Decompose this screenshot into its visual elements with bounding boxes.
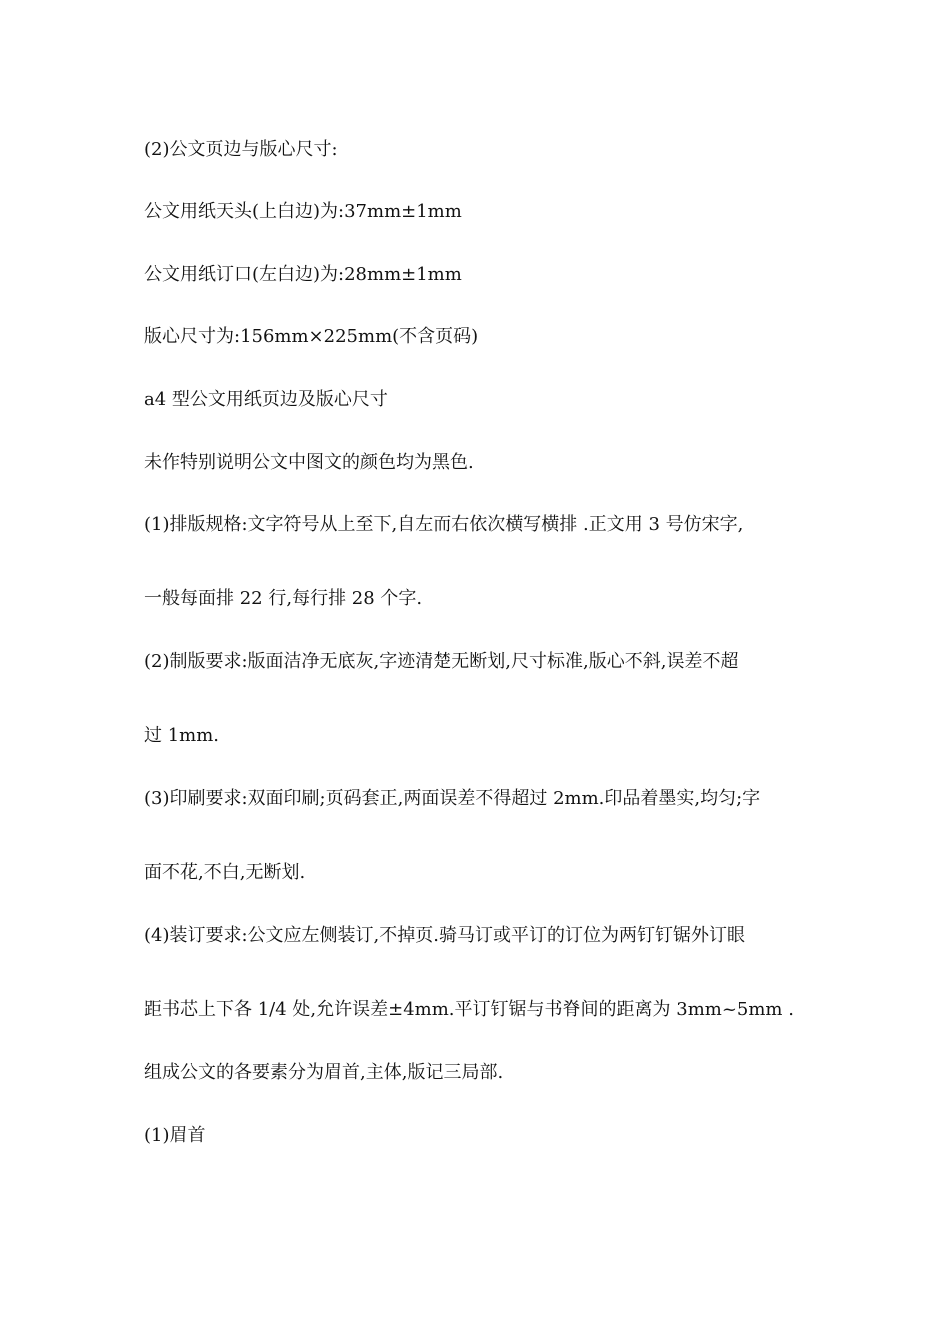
text-line-elements-summary: 组成公文的各要素分为眉首,主体,版记三局部. — [144, 1062, 504, 1083]
section-heading-margins: (2)公文页边与版心尺寸: — [144, 139, 338, 160]
section-heading-header: (1)眉首 — [144, 1125, 206, 1146]
text-line-printing-requirements: (3)印刷要求:双面印刷;页码套正,两面误差不得超过 2mm.印品着墨实,均匀;字 — [144, 788, 761, 809]
text-line-layout-spec-cont: 一般每面排 22 行,每行排 28 个字. — [144, 588, 423, 609]
text-line-a4-title: a4 型公文用纸页边及版心尺寸 — [144, 389, 388, 410]
text-line-printing-requirements-cont: 面不花,不白,无断划. — [144, 862, 306, 883]
text-line-type-area-size: 版心尺寸为:156mm×225mm(不含页码) — [144, 326, 479, 347]
text-line-plate-requirements-cont: 过 1mm. — [144, 725, 220, 746]
text-line-color-note: 未作特别说明公文中图文的颜色均为黑色. — [144, 452, 474, 473]
text-line-plate-requirements: (2)制版要求:版面洁净无底灰,字迹清楚无断划,尺寸标准,版心不斜,误差不超 — [144, 651, 739, 672]
text-line-binding-requirements-cont: 距书芯上下各 1/4 处,允许误差±4mm.平订钉锯与书脊间的距离为 3mm~5mm . — [144, 999, 794, 1020]
text-line-left-margin: 公文用纸订口(左白边)为:28mm±1mm — [144, 264, 462, 285]
text-line-binding-requirements: (4)装订要求:公文应左侧装订,不掉页.骑马订或平订的订位为两钉钉锯外订眼 — [144, 925, 746, 946]
text-line-top-margin: 公文用纸天头(上白边)为:37mm±1mm — [144, 201, 462, 222]
text-line-layout-spec: (1)排版规格:文字符号从上至下,自左而右依次横写横排 .正文用 3 号仿宋字, — [144, 514, 744, 535]
